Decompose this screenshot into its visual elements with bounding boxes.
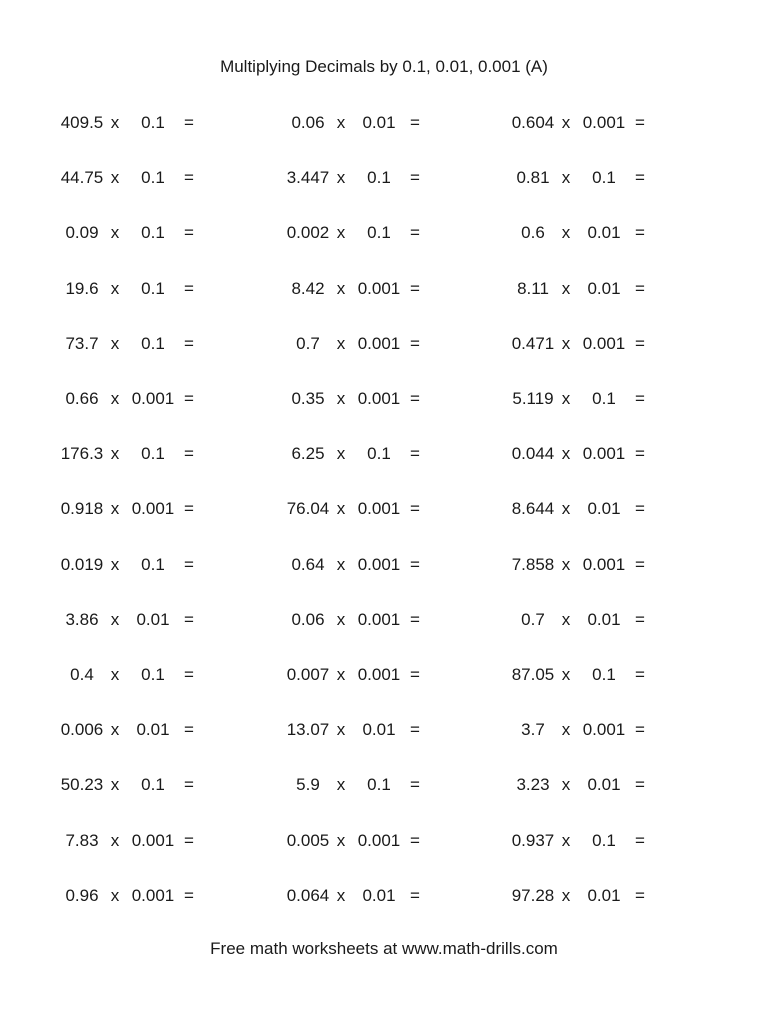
equals-sign: =	[184, 168, 194, 187]
problem-item	[52, 608, 202, 632]
problem-number: 0.7	[521, 610, 545, 629]
times-sign: x	[336, 389, 346, 408]
equals-sign: =	[184, 223, 194, 242]
times-sign: x	[110, 720, 120, 739]
problem-item	[503, 277, 653, 301]
equals-sign: =	[635, 775, 645, 794]
problem-item	[52, 111, 202, 135]
times-sign: x	[110, 610, 120, 629]
multiplier: 0.1	[141, 444, 165, 463]
multiplier: 0.1	[141, 223, 165, 242]
equals-sign: =	[184, 720, 194, 739]
problem-item	[503, 608, 653, 632]
problem-item	[278, 111, 428, 135]
problem-item	[278, 221, 428, 245]
times-sign: x	[110, 113, 120, 132]
equals-sign: =	[635, 279, 645, 298]
problem-number: 409.5	[60, 113, 104, 132]
equals-sign: =	[184, 886, 194, 905]
problem-number: 0.81	[516, 168, 550, 187]
equals-sign: =	[410, 775, 420, 794]
multiplier: 0.001	[357, 665, 401, 684]
problem-item	[52, 277, 202, 301]
times-sign: x	[110, 555, 120, 574]
multiplier: 0.1	[141, 279, 165, 298]
equals-sign: =	[410, 444, 420, 463]
problem-item	[503, 221, 653, 245]
times-sign: x	[336, 775, 346, 794]
equals-sign: =	[184, 334, 194, 353]
multiplier: 0.1	[141, 555, 165, 574]
problem-item	[52, 553, 202, 577]
multiplier: 0.001	[357, 610, 401, 629]
problem-item	[503, 497, 653, 521]
problem-number: 13.07	[286, 720, 330, 739]
times-sign: x	[561, 113, 571, 132]
problem-item	[503, 387, 653, 411]
problem-number: 0.604	[511, 113, 555, 132]
problem-item	[278, 387, 428, 411]
times-sign: x	[561, 665, 571, 684]
multiplier: 0.001	[357, 555, 401, 574]
problem-number: 19.6	[65, 279, 99, 298]
problem-item	[52, 718, 202, 742]
multiplier: 0.001	[131, 499, 175, 518]
problem-number: 0.09	[65, 223, 99, 242]
multiplier: 0.001	[131, 831, 175, 850]
multiplier: 0.01	[587, 775, 621, 794]
problem-item	[278, 718, 428, 742]
problem-item	[278, 773, 428, 797]
problem-item	[52, 884, 202, 908]
multiplier: 0.1	[367, 775, 391, 794]
multiplier: 0.001	[357, 389, 401, 408]
multiplier: 0.001	[582, 113, 626, 132]
multiplier: 0.001	[582, 720, 626, 739]
problem-item	[278, 663, 428, 687]
times-sign: x	[336, 223, 346, 242]
multiplier: 0.1	[367, 223, 391, 242]
problem-number: 176.3	[60, 444, 104, 463]
problem-item	[52, 332, 202, 356]
equals-sign: =	[635, 113, 645, 132]
equals-sign: =	[410, 168, 420, 187]
problem-number: 97.28	[511, 886, 555, 905]
multiplier: 0.1	[367, 444, 391, 463]
problem-item	[503, 663, 653, 687]
problem-number: 87.05	[511, 665, 555, 684]
times-sign: x	[561, 775, 571, 794]
problem-number: 44.75	[60, 168, 104, 187]
equals-sign: =	[410, 279, 420, 298]
times-sign: x	[561, 334, 571, 353]
problem-item	[52, 221, 202, 245]
equals-sign: =	[184, 279, 194, 298]
problem-number: 0.06	[291, 610, 325, 629]
times-sign: x	[110, 444, 120, 463]
equals-sign: =	[635, 555, 645, 574]
equals-sign: =	[410, 499, 420, 518]
equals-sign: =	[410, 665, 420, 684]
equals-sign: =	[410, 334, 420, 353]
problem-item	[52, 442, 202, 466]
multiplier: 0.1	[592, 389, 616, 408]
multiplier: 0.001	[582, 444, 626, 463]
multiplier: 0.1	[592, 831, 616, 850]
problem-number: 0.007	[286, 665, 330, 684]
times-sign: x	[336, 831, 346, 850]
multiplier: 0.01	[362, 886, 396, 905]
equals-sign: =	[184, 831, 194, 850]
times-sign: x	[110, 389, 120, 408]
multiplier: 0.001	[357, 334, 401, 353]
equals-sign: =	[635, 886, 645, 905]
problem-number: 5.9	[296, 775, 320, 794]
problem-number: 0.006	[60, 720, 104, 739]
problem-number: 7.83	[65, 831, 99, 850]
times-sign: x	[561, 389, 571, 408]
multiplier: 0.1	[141, 168, 165, 187]
equals-sign: =	[184, 113, 194, 132]
problem-number: 0.002	[286, 223, 330, 242]
equals-sign: =	[635, 665, 645, 684]
problem-number: 8.644	[511, 499, 555, 518]
problem-number: 0.005	[286, 831, 330, 850]
multiplier: 0.01	[136, 610, 170, 629]
equals-sign: =	[410, 886, 420, 905]
multiplier: 0.1	[141, 113, 165, 132]
problem-item	[278, 497, 428, 521]
problem-item	[503, 773, 653, 797]
problem-number: 76.04	[286, 499, 330, 518]
problem-number: 0.66	[65, 389, 99, 408]
times-sign: x	[336, 610, 346, 629]
multiplier: 0.1	[592, 168, 616, 187]
problem-item	[503, 829, 653, 853]
times-sign: x	[110, 886, 120, 905]
problem-number: 0.35	[291, 389, 325, 408]
multiplier: 0.1	[141, 665, 165, 684]
multiplier: 0.001	[357, 831, 401, 850]
equals-sign: =	[410, 831, 420, 850]
times-sign: x	[336, 499, 346, 518]
equals-sign: =	[184, 610, 194, 629]
equals-sign: =	[635, 389, 645, 408]
equals-sign: =	[410, 223, 420, 242]
problem-number: 0.064	[286, 886, 330, 905]
problem-number: 8.11	[517, 279, 549, 298]
times-sign: x	[561, 444, 571, 463]
problem-item	[52, 829, 202, 853]
problem-number: 7.858	[511, 555, 555, 574]
equals-sign: =	[635, 720, 645, 739]
multiplier: 0.01	[362, 720, 396, 739]
multiplier: 0.001	[357, 279, 401, 298]
multiplier: 0.01	[136, 720, 170, 739]
multiplier: 0.1	[141, 334, 165, 353]
problem-number: 0.7	[296, 334, 320, 353]
multiplier: 0.001	[582, 334, 626, 353]
times-sign: x	[110, 223, 120, 242]
problem-item	[52, 166, 202, 190]
times-sign: x	[110, 499, 120, 518]
problem-number: 0.64	[291, 555, 325, 574]
multiplier: 0.1	[367, 168, 391, 187]
problem-item	[278, 332, 428, 356]
problem-item	[503, 718, 653, 742]
multiplier: 0.01	[587, 499, 621, 518]
problem-number: 0.6	[521, 223, 545, 242]
equals-sign: =	[410, 555, 420, 574]
equals-sign: =	[635, 499, 645, 518]
equals-sign: =	[635, 831, 645, 850]
problem-number: 0.06	[291, 113, 325, 132]
times-sign: x	[110, 334, 120, 353]
problem-item	[503, 442, 653, 466]
problem-item	[278, 608, 428, 632]
equals-sign: =	[184, 665, 194, 684]
multiplier: 0.001	[131, 389, 175, 408]
problem-number: 0.471	[511, 334, 555, 353]
problem-item	[278, 553, 428, 577]
times-sign: x	[110, 831, 120, 850]
multiplier: 0.01	[587, 886, 621, 905]
equals-sign: =	[184, 775, 194, 794]
problem-item	[503, 111, 653, 135]
equals-sign: =	[635, 444, 645, 463]
equals-sign: =	[410, 720, 420, 739]
times-sign: x	[561, 499, 571, 518]
equals-sign: =	[184, 389, 194, 408]
times-sign: x	[561, 168, 571, 187]
equals-sign: =	[410, 610, 420, 629]
multiplier: 0.001	[357, 499, 401, 518]
times-sign: x	[561, 610, 571, 629]
equals-sign: =	[184, 499, 194, 518]
problem-number: 3.86	[65, 610, 99, 629]
multiplier: 0.01	[587, 610, 621, 629]
equals-sign: =	[184, 444, 194, 463]
times-sign: x	[336, 168, 346, 187]
problem-item	[503, 166, 653, 190]
problem-number: 5.119	[512, 389, 554, 408]
problem-number: 3.447	[286, 168, 330, 187]
equals-sign: =	[635, 610, 645, 629]
problem-item	[52, 497, 202, 521]
times-sign: x	[336, 720, 346, 739]
problem-number: 0.044	[511, 444, 555, 463]
problem-number: 3.23	[516, 775, 550, 794]
equals-sign: =	[184, 555, 194, 574]
problem-item	[52, 387, 202, 411]
problem-item	[503, 884, 653, 908]
problem-number: 0.019	[60, 555, 104, 574]
times-sign: x	[561, 886, 571, 905]
problem-number: 3.7	[521, 720, 545, 739]
problem-item	[278, 166, 428, 190]
times-sign: x	[336, 444, 346, 463]
times-sign: x	[336, 279, 346, 298]
problem-number: 8.42	[291, 279, 325, 298]
problem-item	[278, 884, 428, 908]
times-sign: x	[336, 886, 346, 905]
equals-sign: =	[410, 389, 420, 408]
times-sign: x	[336, 334, 346, 353]
problem-number: 6.25	[291, 444, 325, 463]
equals-sign: =	[635, 223, 645, 242]
times-sign: x	[110, 279, 120, 298]
times-sign: x	[561, 831, 571, 850]
times-sign: x	[110, 775, 120, 794]
multiplier: 0.01	[362, 113, 396, 132]
problem-number: 0.96	[65, 886, 99, 905]
times-sign: x	[561, 720, 571, 739]
times-sign: x	[336, 113, 346, 132]
multiplier: 0.001	[582, 555, 626, 574]
times-sign: x	[336, 665, 346, 684]
equals-sign: =	[635, 334, 645, 353]
times-sign: x	[110, 168, 120, 187]
problem-item	[278, 829, 428, 853]
equals-sign: =	[410, 113, 420, 132]
multiplier: 0.01	[587, 223, 621, 242]
problem-number: 0.918	[60, 499, 104, 518]
problem-item	[503, 332, 653, 356]
times-sign: x	[561, 279, 571, 298]
multiplier: 0.1	[141, 775, 165, 794]
problem-number: 0.937	[511, 831, 555, 850]
problem-item	[278, 442, 428, 466]
times-sign: x	[561, 223, 571, 242]
multiplier: 0.1	[592, 665, 616, 684]
problem-item	[278, 277, 428, 301]
problem-item	[503, 553, 653, 577]
footer-text: Free math worksheets at www.math-drills.com	[210, 939, 558, 958]
multiplier: 0.001	[131, 886, 175, 905]
page-title: Multiplying Decimals by 0.1, 0.01, 0.001 (A)	[220, 57, 548, 76]
problem-number: 50.23	[60, 775, 104, 794]
multiplier: 0.01	[587, 279, 621, 298]
problem-item	[52, 773, 202, 797]
problem-number: 0.4	[70, 665, 94, 684]
problem-item	[52, 663, 202, 687]
equals-sign: =	[635, 168, 645, 187]
times-sign: x	[336, 555, 346, 574]
times-sign: x	[110, 665, 120, 684]
times-sign: x	[561, 555, 571, 574]
problem-number: 73.7	[65, 334, 99, 353]
